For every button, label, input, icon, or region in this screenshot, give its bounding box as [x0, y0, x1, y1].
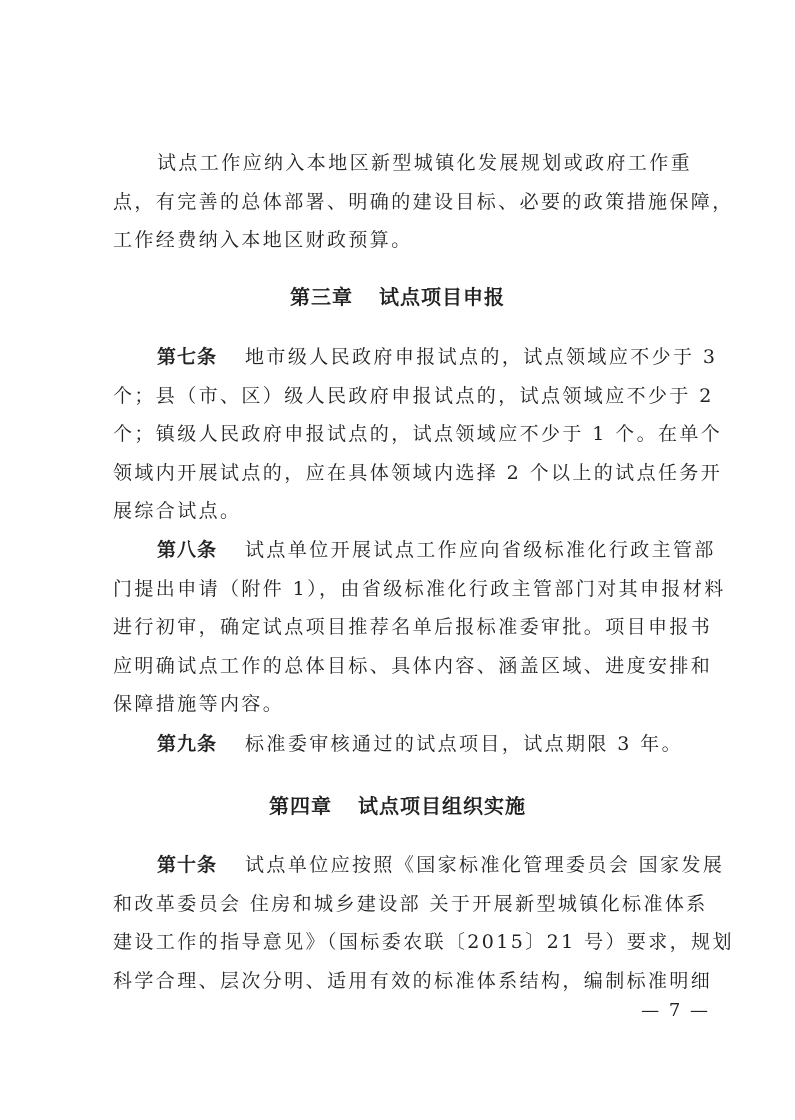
text-line: 展综合试点。	[113, 500, 242, 522]
text-line: 地市级人民政府申报试点的，试点领域应不少于 3	[245, 346, 718, 368]
chapter-title: 试点项目申报	[379, 285, 505, 309]
chapter-title: 试点项目组织实施	[358, 794, 526, 818]
article-label: 第八条	[157, 539, 218, 561]
text-line: 试点单位开展试点工作应向省级标准化行政主管部	[245, 539, 716, 561]
text-line: 进行初审，确定试点项目推荐名单后报标准委审批。项目申报书	[113, 616, 713, 638]
text-line: 工作经费纳入本地区财政预算。	[113, 229, 413, 251]
chapter-heading-3	[0, 282, 795, 312]
text-line: 试点单位应按照《国家标准化管理委员会 国家发展	[245, 854, 725, 876]
article-label: 第九条	[157, 733, 218, 755]
text-line: 建设工作的指导意见》（国标委农联〔2015〕21 号）要求，规划	[113, 931, 734, 953]
article-label: 第十条	[157, 854, 218, 876]
text-line: 点，有完善的总体部署、明确的建设目标、必要的政策措施保障，	[113, 190, 734, 213]
text-line: 领域内开展试点的，应在具体领域内选择 2 个以上的试点任务开	[113, 461, 723, 484]
text-line: 个；镇级人民政府申报试点的，试点领域应不少于 1 个。在单个	[113, 423, 723, 445]
chapter-number: 第四章	[269, 794, 332, 818]
text-line: 标准委审核通过的试点项目，试点期限 3 年。	[245, 733, 683, 755]
article-10	[0, 846, 795, 1000]
text-line: 应明确试点工作的总体目标、具体内容、涵盖区域、进度安排和	[113, 654, 713, 677]
article-9	[0, 725, 795, 764]
text-line: 试点工作应纳入本地区新型城镇化发展规划或政府工作重	[157, 152, 693, 174]
article-label: 第七条	[157, 346, 218, 368]
text-line: 门提出申请（附件 1），由省级标准化行政主管部门对其申报材料	[113, 577, 726, 600]
article-8	[0, 531, 795, 724]
text-line: 和改革委员会 住房和城乡建设部 关于开展新型城镇化标准体系	[113, 892, 708, 915]
text-line: 保障措施等内容。	[113, 693, 285, 715]
page-number: — 7 —	[641, 1000, 710, 1021]
text-line: 个；县（市、区）级人民政府申报试点的，试点领域应不少于 2	[113, 384, 714, 407]
chapter-heading-4	[0, 791, 795, 821]
text-line: 科学合理、层次分明、适用有效的标准体系结构，编制标准明细	[113, 969, 713, 992]
chapter-number: 第三章	[290, 285, 353, 309]
paragraph-intro	[0, 144, 795, 260]
article-7	[0, 338, 795, 531]
